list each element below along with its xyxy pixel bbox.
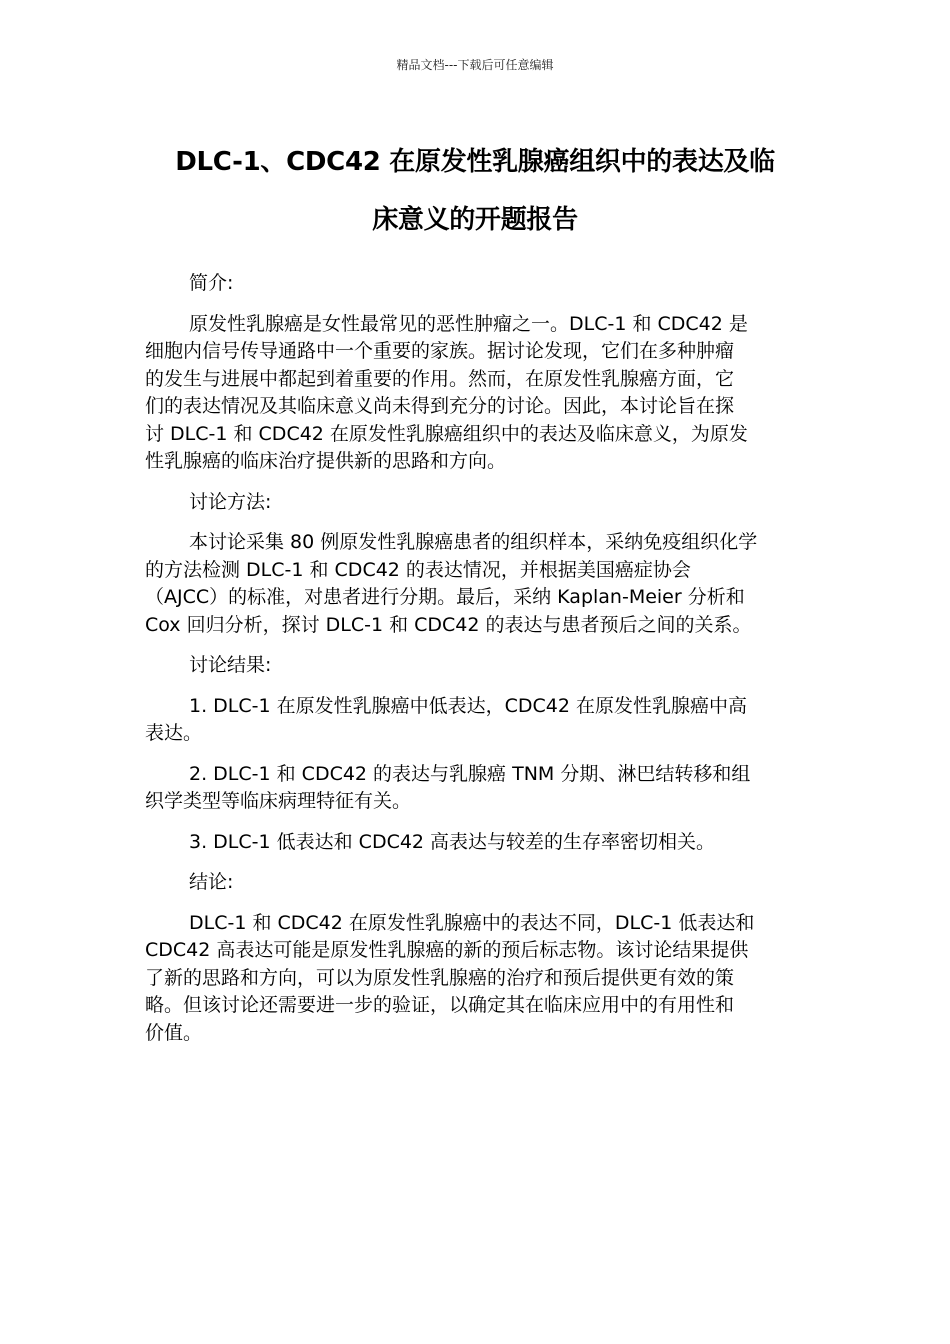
page-header: 精品文档---下载后可任意编辑: [396, 58, 554, 72]
intro-line: 的发生与进展中都起到着重要的作用。然而，在原发性乳腺癌方面，它: [145, 367, 735, 390]
conclusion-line: 略。但该讨论还需要进一步的验证，以确定其在临床应用中的有用性和: [145, 994, 735, 1016]
result-item-3: [145, 829, 805, 857]
result-item-1: [145, 693, 805, 748]
title-line-2: 床意义的开题报告: [372, 205, 578, 235]
intro-line: 性乳腺癌的临床治疗提供新的思路和方向。: [145, 450, 507, 472]
methods-line: Cox 回归分析，探讨 DLC-1 和 CDC42 的表达与患者预后之间的关系。: [145, 613, 752, 636]
result-line: 织学类型等临床病理特征有关。: [145, 790, 412, 812]
conclusion-line: CDC42 高表达可能是原发性乳腺癌的新的预后标志物。该讨论结果提供: [145, 939, 749, 961]
intro-heading: 简介:: [189, 272, 234, 294]
conclusion-heading: 结论:: [189, 871, 234, 893]
intro-line: 原发性乳腺癌是女性最常见的恶性肿瘤之一。DLC-1 和 CDC42 是: [189, 312, 748, 335]
results-heading: 讨论结果:: [189, 654, 272, 676]
result-line: 2. DLC-1 和 CDC42 的表达与乳腺癌 TNM 分期、淋巴结转移和组: [189, 762, 751, 785]
conclusion-line: 价值。: [145, 1021, 203, 1044]
intro-line: 讨 DLC-1 和 CDC42 在原发性乳腺癌组织中的表达及临床意义，为原发: [145, 422, 748, 445]
intro-paragraph: [145, 311, 805, 476]
methods-line: 的方法检测 DLC-1 和 CDC42 的表达情况，并根据美国癌症协会: [145, 558, 691, 581]
conclusion-line: DLC-1 和 CDC42 在原发性乳腺癌中的表达不同，DLC-1 低表达和: [189, 911, 755, 934]
result-line: 表达。: [145, 722, 203, 744]
intro-line: 细胞内信号传导通路中一个重要的家族。据讨论发现，它们在多种肿瘤: [145, 340, 735, 362]
methods-line: 本讨论采集 80 例原发性乳腺癌患者的组织样本，采纳免疫组织化学: [189, 531, 758, 553]
result-line: 3. DLC-1 低表达和 CDC42 高表达与较差的生存率密切相关。: [189, 830, 716, 853]
document-title: [145, 133, 805, 249]
conclusion-line: 了新的思路和方向，可以为原发性乳腺癌的治疗和预后提供更有效的策: [145, 966, 735, 989]
result-line: 1. DLC-1 在原发性乳腺癌中低表达，CDC42 在原发性乳腺癌中高: [189, 694, 748, 717]
result-item-2: [145, 761, 805, 816]
document-body: [145, 270, 805, 1060]
intro-line: 们的表达情况及其临床意义尚未得到充分的讨论。因此，本讨论旨在探: [145, 395, 735, 417]
conclusion-paragraph: [145, 910, 805, 1048]
methods-heading: 讨论方法:: [189, 490, 272, 513]
methods-paragraph: [145, 529, 805, 639]
methods-line: （AJCC）的标准，对患者进行分期。最后，采纳 Kaplan-Meier 分析和: [145, 586, 745, 608]
title-line-1: DLC-1、CDC42 在原发性乳腺癌组织中的表达及临: [175, 147, 775, 177]
